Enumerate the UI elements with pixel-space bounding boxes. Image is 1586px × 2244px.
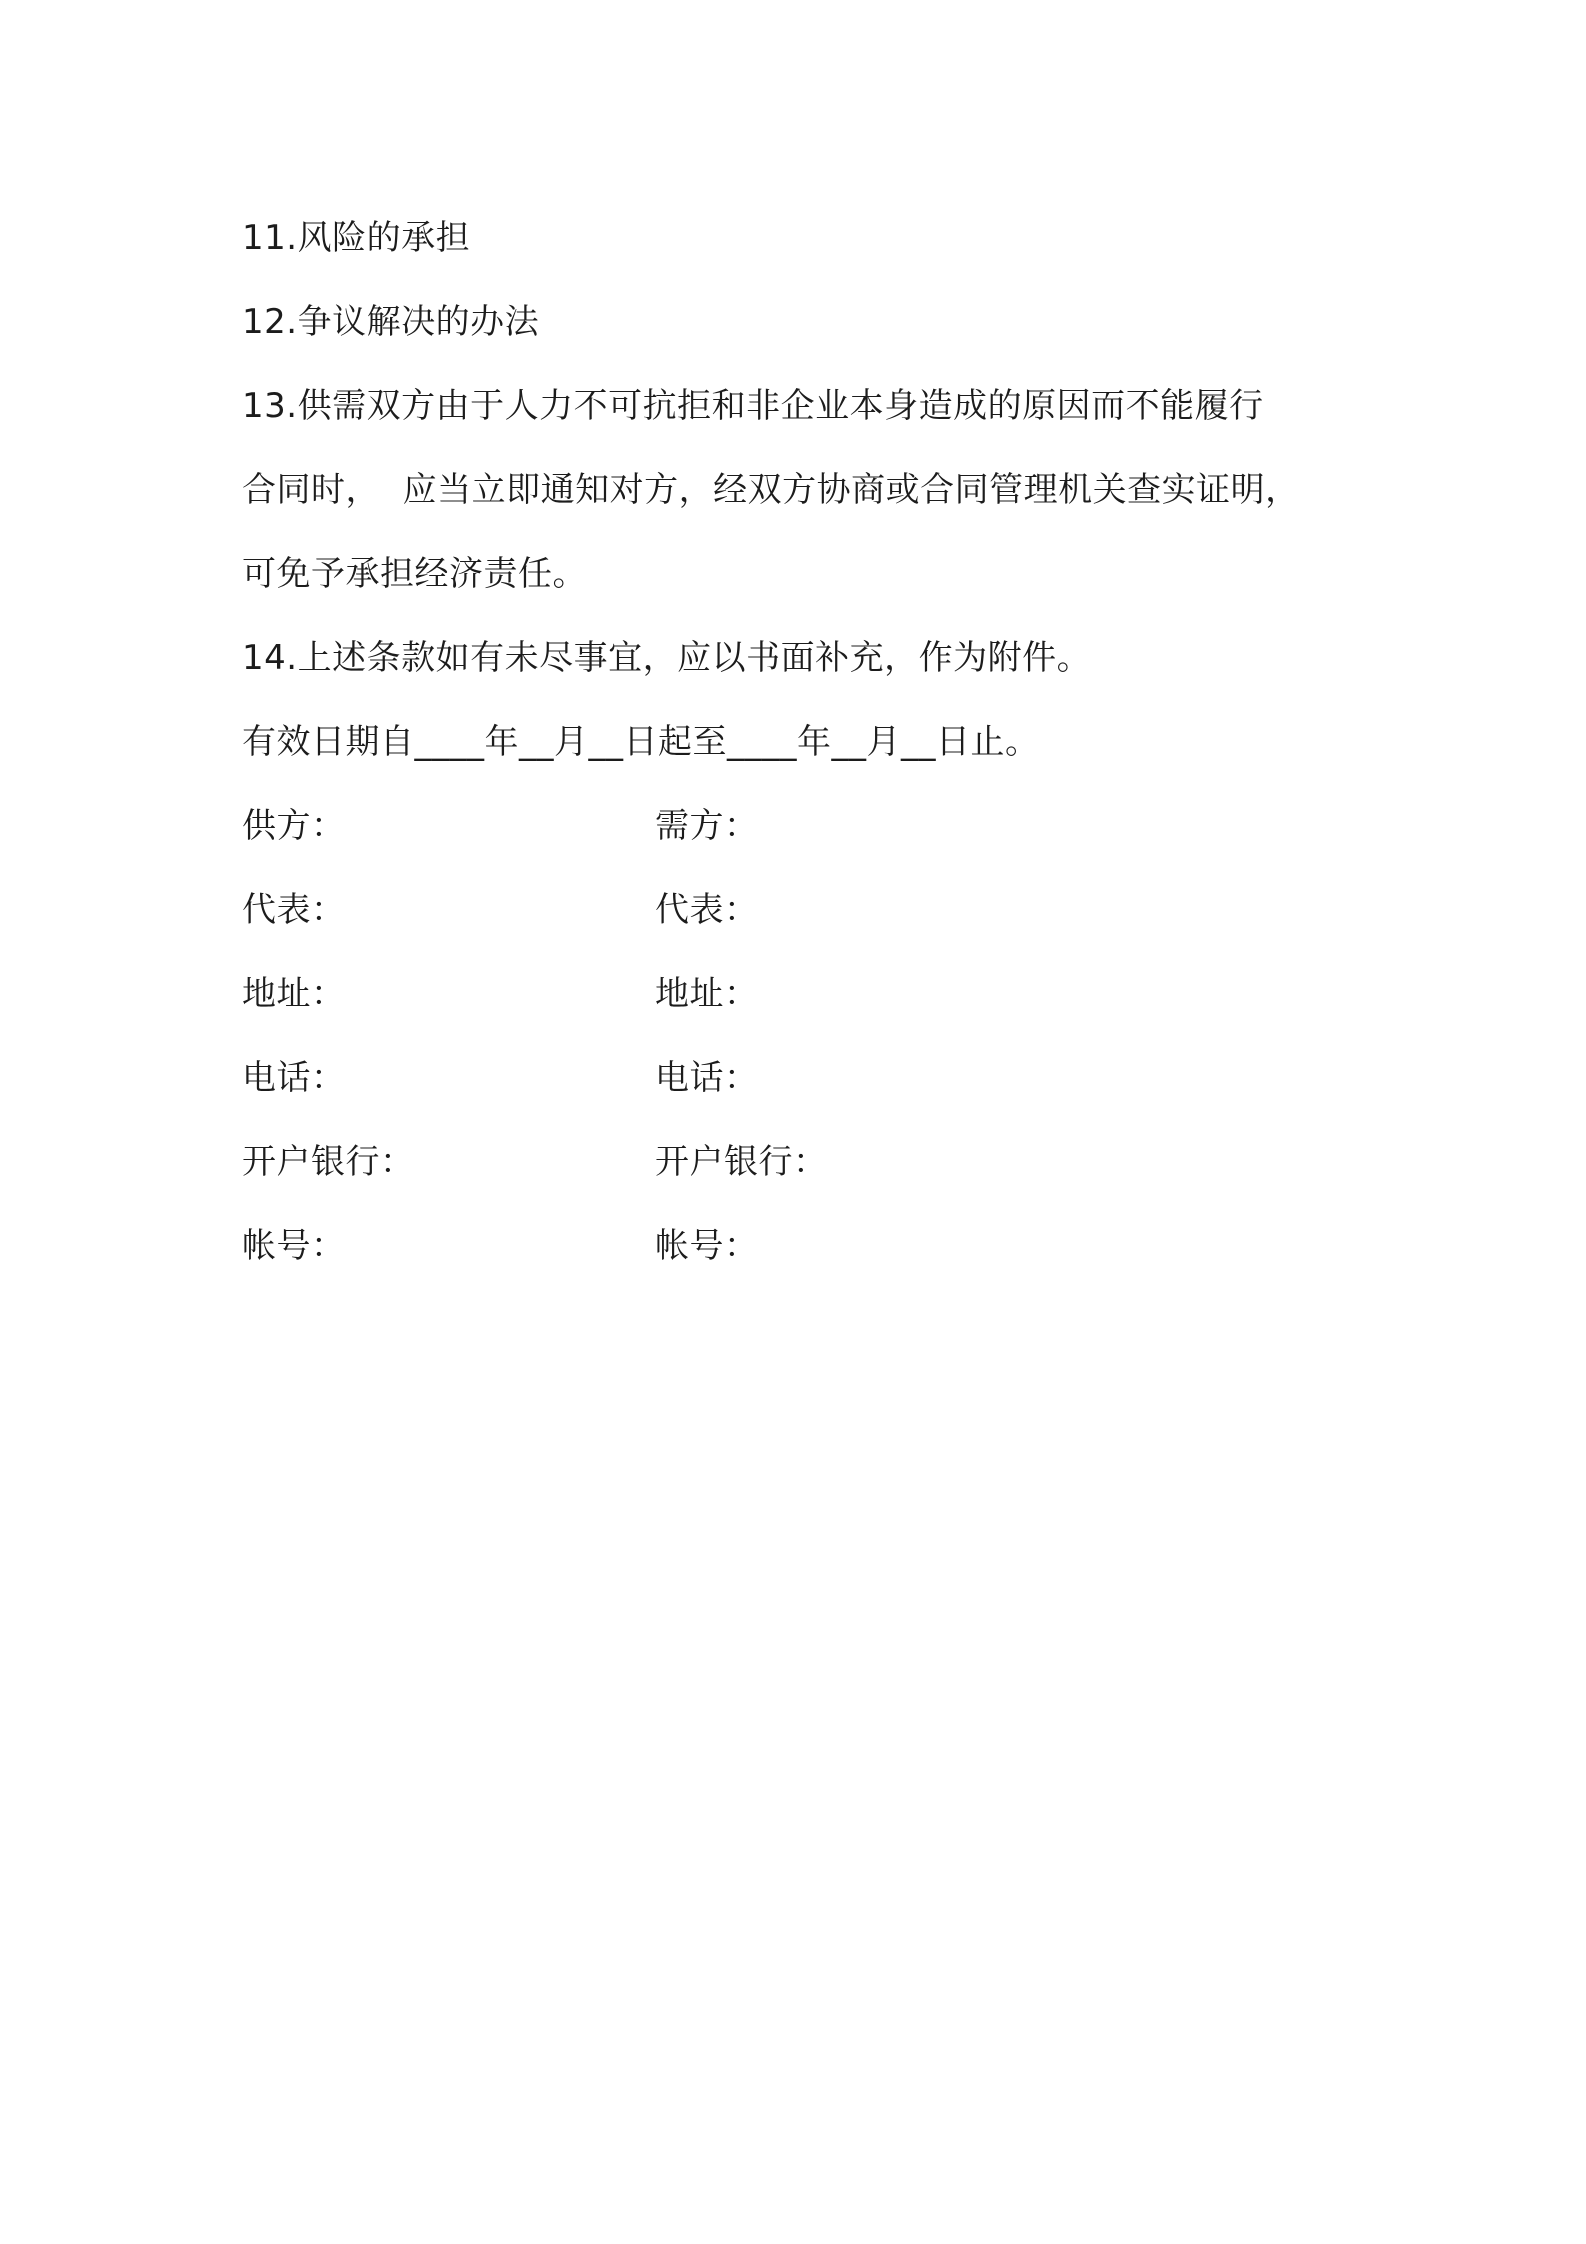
supplier-label: 供方： — [242, 806, 346, 846]
document-body — [242, 196, 1382, 1288]
validity-period: 有效日期自____年__月__日起至____年__月__日止。 — [242, 722, 1040, 762]
signature-row-bank — [242, 1120, 1382, 1204]
buyer-address-label: 地址： — [655, 974, 759, 1014]
signature-row-account — [242, 1204, 1382, 1288]
supplier-phone-label: 电话： — [242, 1058, 346, 1098]
buyer-bank-label: 开户银行： — [655, 1142, 828, 1182]
clause-13-line-1: 13.供需双方由于人力不可抗拒和非企业本身造成的原因而不能履行 — [242, 386, 1264, 426]
clause-13-line-3: 可免予承担经济责任。 — [242, 554, 587, 594]
buyer-representative-label: 代表： — [655, 890, 759, 930]
signature-row-phone — [242, 1036, 1382, 1120]
buyer-phone-label: 电话： — [655, 1058, 759, 1098]
supplier-address-label: 地址： — [242, 974, 346, 1014]
clause-14: 14.上述条款如有未尽事宜，应以书面补充，作为附件。 — [242, 638, 1092, 678]
supplier-account-label: 帐号： — [242, 1226, 346, 1266]
buyer-label: 需方： — [655, 806, 759, 846]
clause-12: 12.争议解决的办法 — [242, 302, 540, 342]
buyer-account-label: 帐号： — [655, 1226, 759, 1266]
signature-row-representative — [242, 868, 1382, 952]
signature-party-row — [242, 784, 1382, 868]
clause-11: 11.风险的承担 — [242, 218, 471, 258]
supplier-bank-label: 开户银行： — [242, 1142, 415, 1182]
clause-13 — [242, 364, 1382, 616]
signature-row-address — [242, 952, 1382, 1036]
supplier-representative-label: 代表： — [242, 890, 346, 930]
clause-13-line-2: 合同时， 应当立即通知对方，经双方协商或合同管理机关查实证明， — [242, 470, 1300, 510]
